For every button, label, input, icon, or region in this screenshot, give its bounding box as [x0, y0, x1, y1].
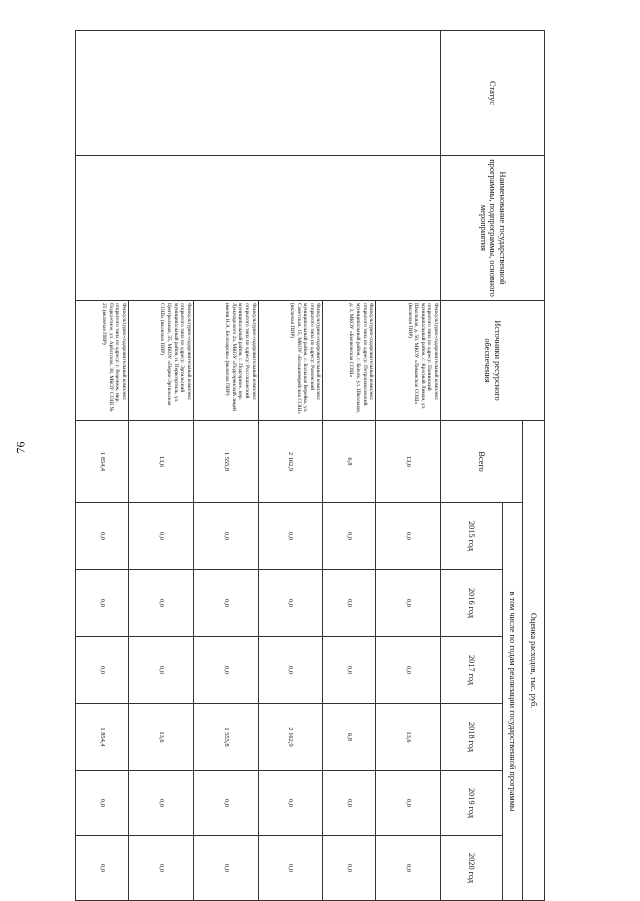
header-total: Всего: [441, 421, 523, 503]
total-cell: 2 162,9: [258, 421, 323, 503]
name-cell: [76, 156, 441, 301]
year-cell: 0,0: [323, 836, 376, 901]
year-cell: 0,0: [193, 503, 258, 570]
year-cell: 0,0: [128, 771, 193, 836]
year-cell: 0,0: [128, 503, 193, 570]
year-cell: 0,0: [193, 570, 258, 637]
source-cell: Физкультурно-оздоровительный комплекс открытого типа по адресу: Петропавловский муниципальный район, с. Бычок, ул. Школьная, д. 3, МКОУ «Бычковская СОШ»: [323, 301, 376, 421]
year-cell: 0,0: [258, 570, 323, 637]
year-cell: 0,0: [193, 836, 258, 901]
year-cell: 2 162,9: [258, 704, 323, 771]
header-year: 2018 год: [441, 704, 503, 771]
year-cell: 0,0: [376, 637, 441, 704]
year-cell: 0,0: [258, 503, 323, 570]
page-number: 76: [13, 441, 28, 454]
header-by-years: в том числе по годам реализации государственной программы: [503, 503, 523, 901]
header-year: 2016 год: [441, 570, 503, 637]
table-row: [376, 31, 441, 901]
year-cell: 1 854,4: [76, 704, 129, 771]
header-name: Наименование государственной программы, подпрограммы, основного мероприятия: [441, 156, 545, 301]
header-sources: Источники ресурсного обеспечения: [441, 301, 545, 421]
year-cell: 13,6: [128, 704, 193, 771]
budget-table-sheet: [75, 30, 545, 900]
year-cell: 0,0: [76, 771, 129, 836]
header-year: 2019 год: [441, 771, 503, 836]
year-cell: 0,0: [323, 771, 376, 836]
header-year: 2017 год: [441, 637, 503, 704]
year-cell: 0,0: [376, 570, 441, 637]
source-cell: Физкультурно-оздоровительный комплекс открытого типа по адресу: Россошанский муниципальный район, с. Подгорное, пер. Луначарского 2а, МКОУ «Подгоренский лицей имени Н.А. Белозорова» (включая ПИР): [193, 301, 258, 421]
year-cell: 0,0: [76, 503, 129, 570]
header-year: 2020 год: [441, 836, 503, 901]
year-cell: 0,0: [376, 771, 441, 836]
source-cell: Физкультурно-оздоровительный комплекс открытого типа по адресу: г. Воронеж, мкр. Подклетное, ул. Арбатская, 38, МБОУ СОШ № 25 (включая ПИР): [76, 301, 129, 421]
header-status: Статус: [441, 31, 545, 156]
year-cell: 0,0: [323, 570, 376, 637]
source-cell: Физкультурно-оздоровительный комплекс открытого типа по адресу: Панинский муниципальный район, с. Красный Лиман, ул. Школьная, д. 50, МКОУ «Лиманская СОШ» (включая ПИР): [376, 301, 441, 421]
budget-table: [75, 30, 545, 901]
status-cell: [76, 31, 441, 156]
year-cell: 6,8: [323, 704, 376, 771]
year-cell: 0,0: [128, 637, 193, 704]
year-cell: 0,0: [258, 637, 323, 704]
year-cell: 0,0: [76, 570, 129, 637]
year-cell: 0,0: [376, 503, 441, 570]
year-cell: 0,0: [76, 637, 129, 704]
total-cell: 13,6: [376, 421, 441, 503]
year-cell: 0,0: [128, 570, 193, 637]
year-cell: 0,0: [376, 836, 441, 901]
year-cell: 0,0: [323, 637, 376, 704]
source-cell: Физкультурно-оздоровительный комплекс открытого типа по адресу: Эртильский муниципальный район, п. Первоэртиль, ул. Центральная, 35, МКОУ «Перво-Эртильская СОШ» (включая ПИР): [128, 301, 193, 421]
year-cell: 13,6: [376, 704, 441, 771]
total-cell: 1 854,4: [76, 421, 129, 503]
year-cell: 0,0: [258, 836, 323, 901]
year-cell: 0,0: [193, 637, 258, 704]
header-year: 2015 год: [441, 503, 503, 570]
year-cell: 0,0: [323, 503, 376, 570]
source-cell: Физкультурно-оздоровительный комплекс открытого типа по адресу: Рамонский муниципальный район, с. Большая Верейка, ул. Советская, 15, МКОУ «Большеверейская СОШ» (включая ПИР): [258, 301, 323, 421]
header-estimate: Оценка расходов, тыс. руб.: [523, 421, 545, 901]
total-cell: 1 555,8: [193, 421, 258, 503]
year-cell: 0,0: [193, 771, 258, 836]
total-cell: 13,6: [128, 421, 193, 503]
year-cell: 1 555,8: [193, 704, 258, 771]
total-cell: 6,8: [323, 421, 376, 503]
year-cell: 0,0: [76, 836, 129, 901]
year-cell: 0,0: [128, 836, 193, 901]
year-cell: 0,0: [258, 771, 323, 836]
